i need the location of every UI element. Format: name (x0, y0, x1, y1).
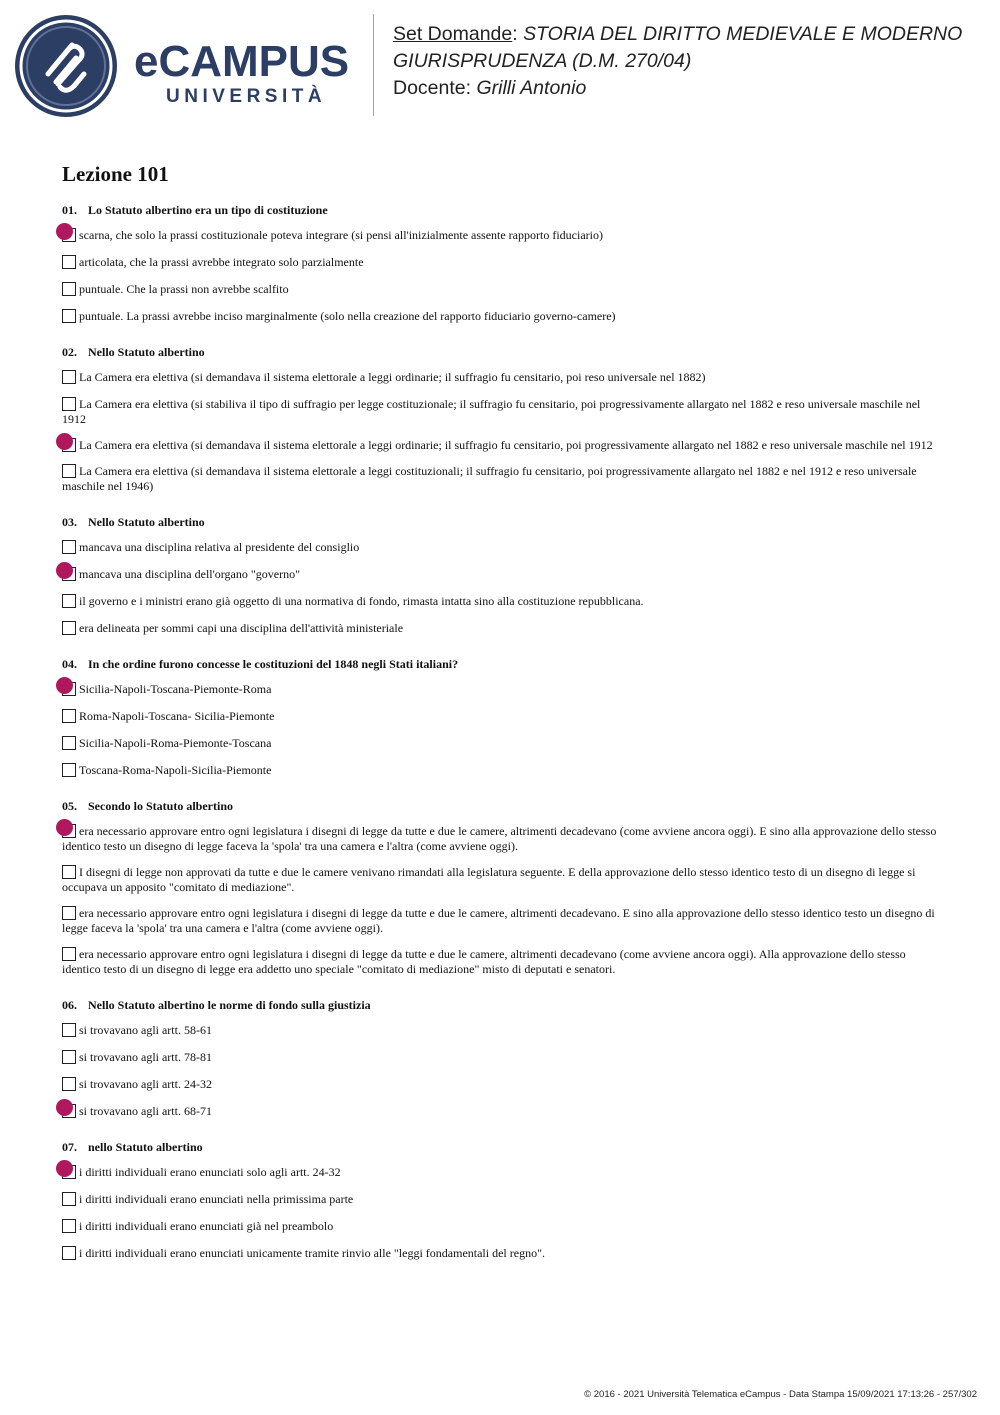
answer-checkbox[interactable] (62, 282, 76, 296)
answer-text: si trovavano agli artt. 78-81 (79, 1050, 212, 1064)
brand-subtitle: UNIVERSITÀ (166, 86, 327, 107)
question-set (62, 160, 942, 1281)
answer-text: Toscana-Roma-Napoli-Sicilia-Piemonte (79, 763, 272, 777)
selected-answer-marker (56, 1160, 73, 1177)
answer-text: La Camera era elettiva (si stabiliva il tipo di suffragio per legge costituzionale; il suffragio fu censitario, poi progressivamente allargato nel 1882 e reso universale maschile nel 1912 (62, 397, 921, 426)
answer-option[interactable] (62, 763, 942, 778)
answer-text: i diritti individuali erano enunciati nella primissima parte (79, 1192, 354, 1206)
answer-checkbox[interactable] (62, 1246, 76, 1260)
answer-checkbox[interactable] (62, 1023, 76, 1037)
answer-option[interactable] (62, 540, 942, 555)
question-text: nello Statuto albertino (88, 1140, 203, 1154)
question-item (62, 202, 942, 324)
answer-option[interactable] (62, 282, 942, 297)
answer-checkbox[interactable] (62, 906, 76, 920)
brand-name: eCAMPUS (134, 37, 350, 86)
answer-text: La Camera era elettiva (si demandava il sistema elettorale a leggi ordinarie; il suffragio fu censitario, poi reso universale nel 1882) (79, 370, 706, 384)
question-text: In che ordine furono concesse le costituzioni del 1848 negli Stati italiani? (88, 657, 459, 671)
answer-option[interactable] (62, 1104, 942, 1119)
question-number: 01. (62, 203, 77, 217)
lesson-title: Lezione 101 (62, 162, 169, 186)
answer-option[interactable] (62, 228, 942, 243)
question-number: 05. (62, 799, 77, 813)
answer-checkbox[interactable] (62, 1077, 76, 1091)
question-item (62, 798, 942, 977)
question-title (62, 656, 942, 672)
answer-option[interactable] (62, 1192, 942, 1207)
question-item (62, 344, 942, 494)
teacher-name: Grilli Antonio (476, 77, 587, 99)
question-text: Nello Statuto albertino le norme di fondo sulla giustizia (88, 998, 371, 1012)
answer-option[interactable] (62, 1246, 942, 1261)
answer-checkbox[interactable] (62, 309, 76, 323)
answer-text: I disegni di legge non approvati da tutte e due le camere venivano rimandati alla legislatura seguente. E della approvazione dello stesso identico testo di un disegno di legge si occupava un apposito "comitato di mediazione". (62, 865, 916, 894)
question-item (62, 656, 942, 778)
answer-checkbox[interactable] (62, 540, 76, 554)
answer-text: Sicilia-Napoli-Toscana-Piemonte-Roma (79, 682, 272, 696)
ecampus-logo-icon (14, 14, 118, 118)
answer-option[interactable] (62, 1050, 942, 1065)
question-text: Lo Statuto albertino era un tipo di costituzione (88, 203, 328, 217)
answer-text: era necessario approvare entro ogni legislatura i disegni di legge da tutte e due le camere, altrimenti decadevano (come avviene ancora oggi). E sino alla approvazione dello stesso identico testo un disegno di legge faceva la 'spola' tra una camera e l'altra (come avviene oggi). (62, 824, 937, 853)
answer-checkbox[interactable] (62, 1219, 76, 1233)
page-footer: © 2016 - 2021 Università Telematica eCampus - Data Stampa 15/09/2021 17:13:26 - 257/302 (584, 1389, 977, 1400)
course-info (393, 21, 993, 102)
question-item (62, 1139, 942, 1261)
question-number: 02. (62, 345, 77, 359)
question-title (62, 1139, 942, 1155)
answer-text: mancava una disciplina dell'organo "governo" (79, 567, 301, 581)
course-title: STORIA DEL DIRITTO MEDIEVALE E MODERNO (523, 23, 963, 45)
selected-answer-marker (56, 1099, 73, 1116)
answer-option[interactable] (62, 1165, 942, 1180)
answer-text: puntuale. La prassi avrebbe inciso marginalmente (solo nella creazione del rapporto fiduciario governo-camere) (79, 309, 616, 323)
teacher-label: Docente (393, 77, 466, 99)
answer-option[interactable] (62, 906, 942, 936)
question-number: 03. (62, 515, 77, 529)
answer-text: puntuale. Che la prassi non avrebbe scalfito (79, 282, 289, 296)
answer-checkbox[interactable] (62, 947, 76, 961)
question-title (62, 344, 942, 360)
answer-text: Roma-Napoli-Toscana- Sicilia-Piemonte (79, 709, 275, 723)
answer-text: La Camera era elettiva (si demandava il sistema elettorale a leggi costituzionali; il suffragio fu censitario, poi progressivamente allargato nel 1882 e nel 1912 e reso universale maschile nel 1946) (62, 464, 917, 493)
answer-option[interactable] (62, 709, 942, 724)
question-title (62, 798, 942, 814)
answer-text: si trovavano agli artt. 68-71 (79, 1104, 212, 1118)
question-item (62, 997, 942, 1119)
answer-text: i diritti individuali erano enunciati unicamente tramite rinvio alle "leggi fondamentali del regno". (79, 1246, 545, 1260)
answer-option[interactable] (62, 255, 942, 270)
answer-text: si trovavano agli artt. 58-61 (79, 1023, 212, 1037)
answer-text: il governo e i ministri erano già oggetto di una normativa di fondo, rimasta intatta sino alla costituzione repubblicana. (79, 594, 644, 608)
answer-text: era delineata per sommi capi una disciplina dell'attività ministeriale (79, 621, 404, 635)
answer-text: era necessario approvare entro ogni legislatura i disegni di legge da tutte e due le camere, altrimenti decadevano (come avviene ancora oggi). Alla approvazione dello stesso identico testo di un disegno di legge era addetto uno speciale "comitato di mediazione" misto di deputati e senatori. (62, 947, 906, 976)
question-text: Secondo lo Statuto albertino (88, 799, 234, 813)
answer-checkbox[interactable] (62, 397, 76, 411)
answer-option[interactable] (62, 682, 942, 697)
selected-answer-marker (56, 819, 73, 836)
answer-option[interactable] (62, 947, 942, 977)
degree-name: GIURISPRUDENZA (D.M. 270/04) (393, 50, 692, 72)
answer-option[interactable] (62, 370, 942, 385)
answer-text: mancava una disciplina relativa al presidente del consiglio (79, 540, 360, 554)
answer-text: La Camera era elettiva (si demandava il sistema elettorale a leggi ordinarie; il suffragio fu censitario, poi progressivamente allargato nel 1882 e reso universale maschile nel 1912 (79, 438, 933, 452)
answer-text: i diritti individuali erano enunciati solo agli artt. 24-32 (79, 1165, 341, 1179)
answer-option[interactable] (62, 824, 942, 854)
answer-option[interactable] (62, 397, 942, 427)
selected-answer-marker (56, 223, 73, 240)
answer-option[interactable] (62, 464, 942, 494)
question-title (62, 997, 942, 1013)
answer-option[interactable] (62, 567, 942, 582)
set-label: Set Domande (393, 23, 513, 45)
answer-option[interactable] (62, 1023, 942, 1038)
answer-text: si trovavano agli artt. 24-32 (79, 1077, 212, 1091)
selected-answer-marker (56, 433, 73, 450)
answer-checkbox[interactable] (62, 621, 76, 635)
answer-checkbox[interactable] (62, 370, 76, 384)
answer-text: Sicilia-Napoli-Roma-Piemonte-Toscana (79, 736, 272, 750)
answer-checkbox[interactable] (62, 1050, 76, 1064)
answer-checkbox[interactable] (62, 1192, 76, 1206)
question-text: Nello Statuto albertino (88, 515, 205, 529)
answer-text: i diritti individuali erano enunciati già nel preambolo (79, 1219, 334, 1233)
selected-answer-marker (56, 562, 73, 579)
question-title (62, 514, 942, 530)
question-title (62, 202, 942, 218)
answer-option[interactable] (62, 1219, 942, 1234)
question-number: 06. (62, 998, 77, 1012)
question-item (62, 514, 942, 636)
page-header (0, 0, 1000, 130)
selected-answer-marker (56, 677, 73, 694)
answer-checkbox[interactable] (62, 594, 76, 608)
teacher-line: Docente: Grilli Antonio (393, 77, 587, 99)
answer-checkbox[interactable] (62, 709, 76, 723)
answer-checkbox[interactable] (62, 763, 76, 777)
answer-option[interactable] (62, 309, 942, 324)
answer-option[interactable] (62, 438, 942, 453)
answer-checkbox[interactable] (62, 464, 76, 478)
answer-option[interactable] (62, 865, 942, 895)
answer-text: scarna, che solo la prassi costituzionale poteva integrare (si pensi all'inizialmente assente rapporto fiduciario) (79, 228, 603, 242)
question-number: 04. (62, 657, 77, 671)
answer-checkbox[interactable] (62, 255, 76, 269)
answer-text: era necessario approvare entro ogni legislatura i disegni di legge da tutte e due le camere, altrimenti decadevano. E sino alla approvazione dello stesso identico testo un disegno di legge faceva la 'spola' tra una camera e l'altra (come avviene oggi). (62, 906, 935, 935)
ecampus-wordmark (134, 37, 350, 108)
question-number: 07. (62, 1140, 77, 1154)
header-divider (373, 14, 374, 116)
degree-line (393, 48, 993, 75)
answer-text: articolata, che la prassi avrebbe integrato solo parzialmente (79, 255, 364, 269)
answer-option[interactable] (62, 736, 942, 751)
answer-checkbox[interactable] (62, 865, 76, 879)
answer-option[interactable] (62, 1077, 942, 1092)
course-line: Set Domande: STORIA DEL DIRITTO MEDIEVALE E MODERNO (393, 23, 963, 45)
question-text: Nello Statuto albertino (88, 345, 205, 359)
answer-option[interactable] (62, 594, 942, 609)
answer-checkbox[interactable] (62, 736, 76, 750)
answer-option[interactable] (62, 621, 942, 636)
questions-list (62, 202, 942, 1261)
